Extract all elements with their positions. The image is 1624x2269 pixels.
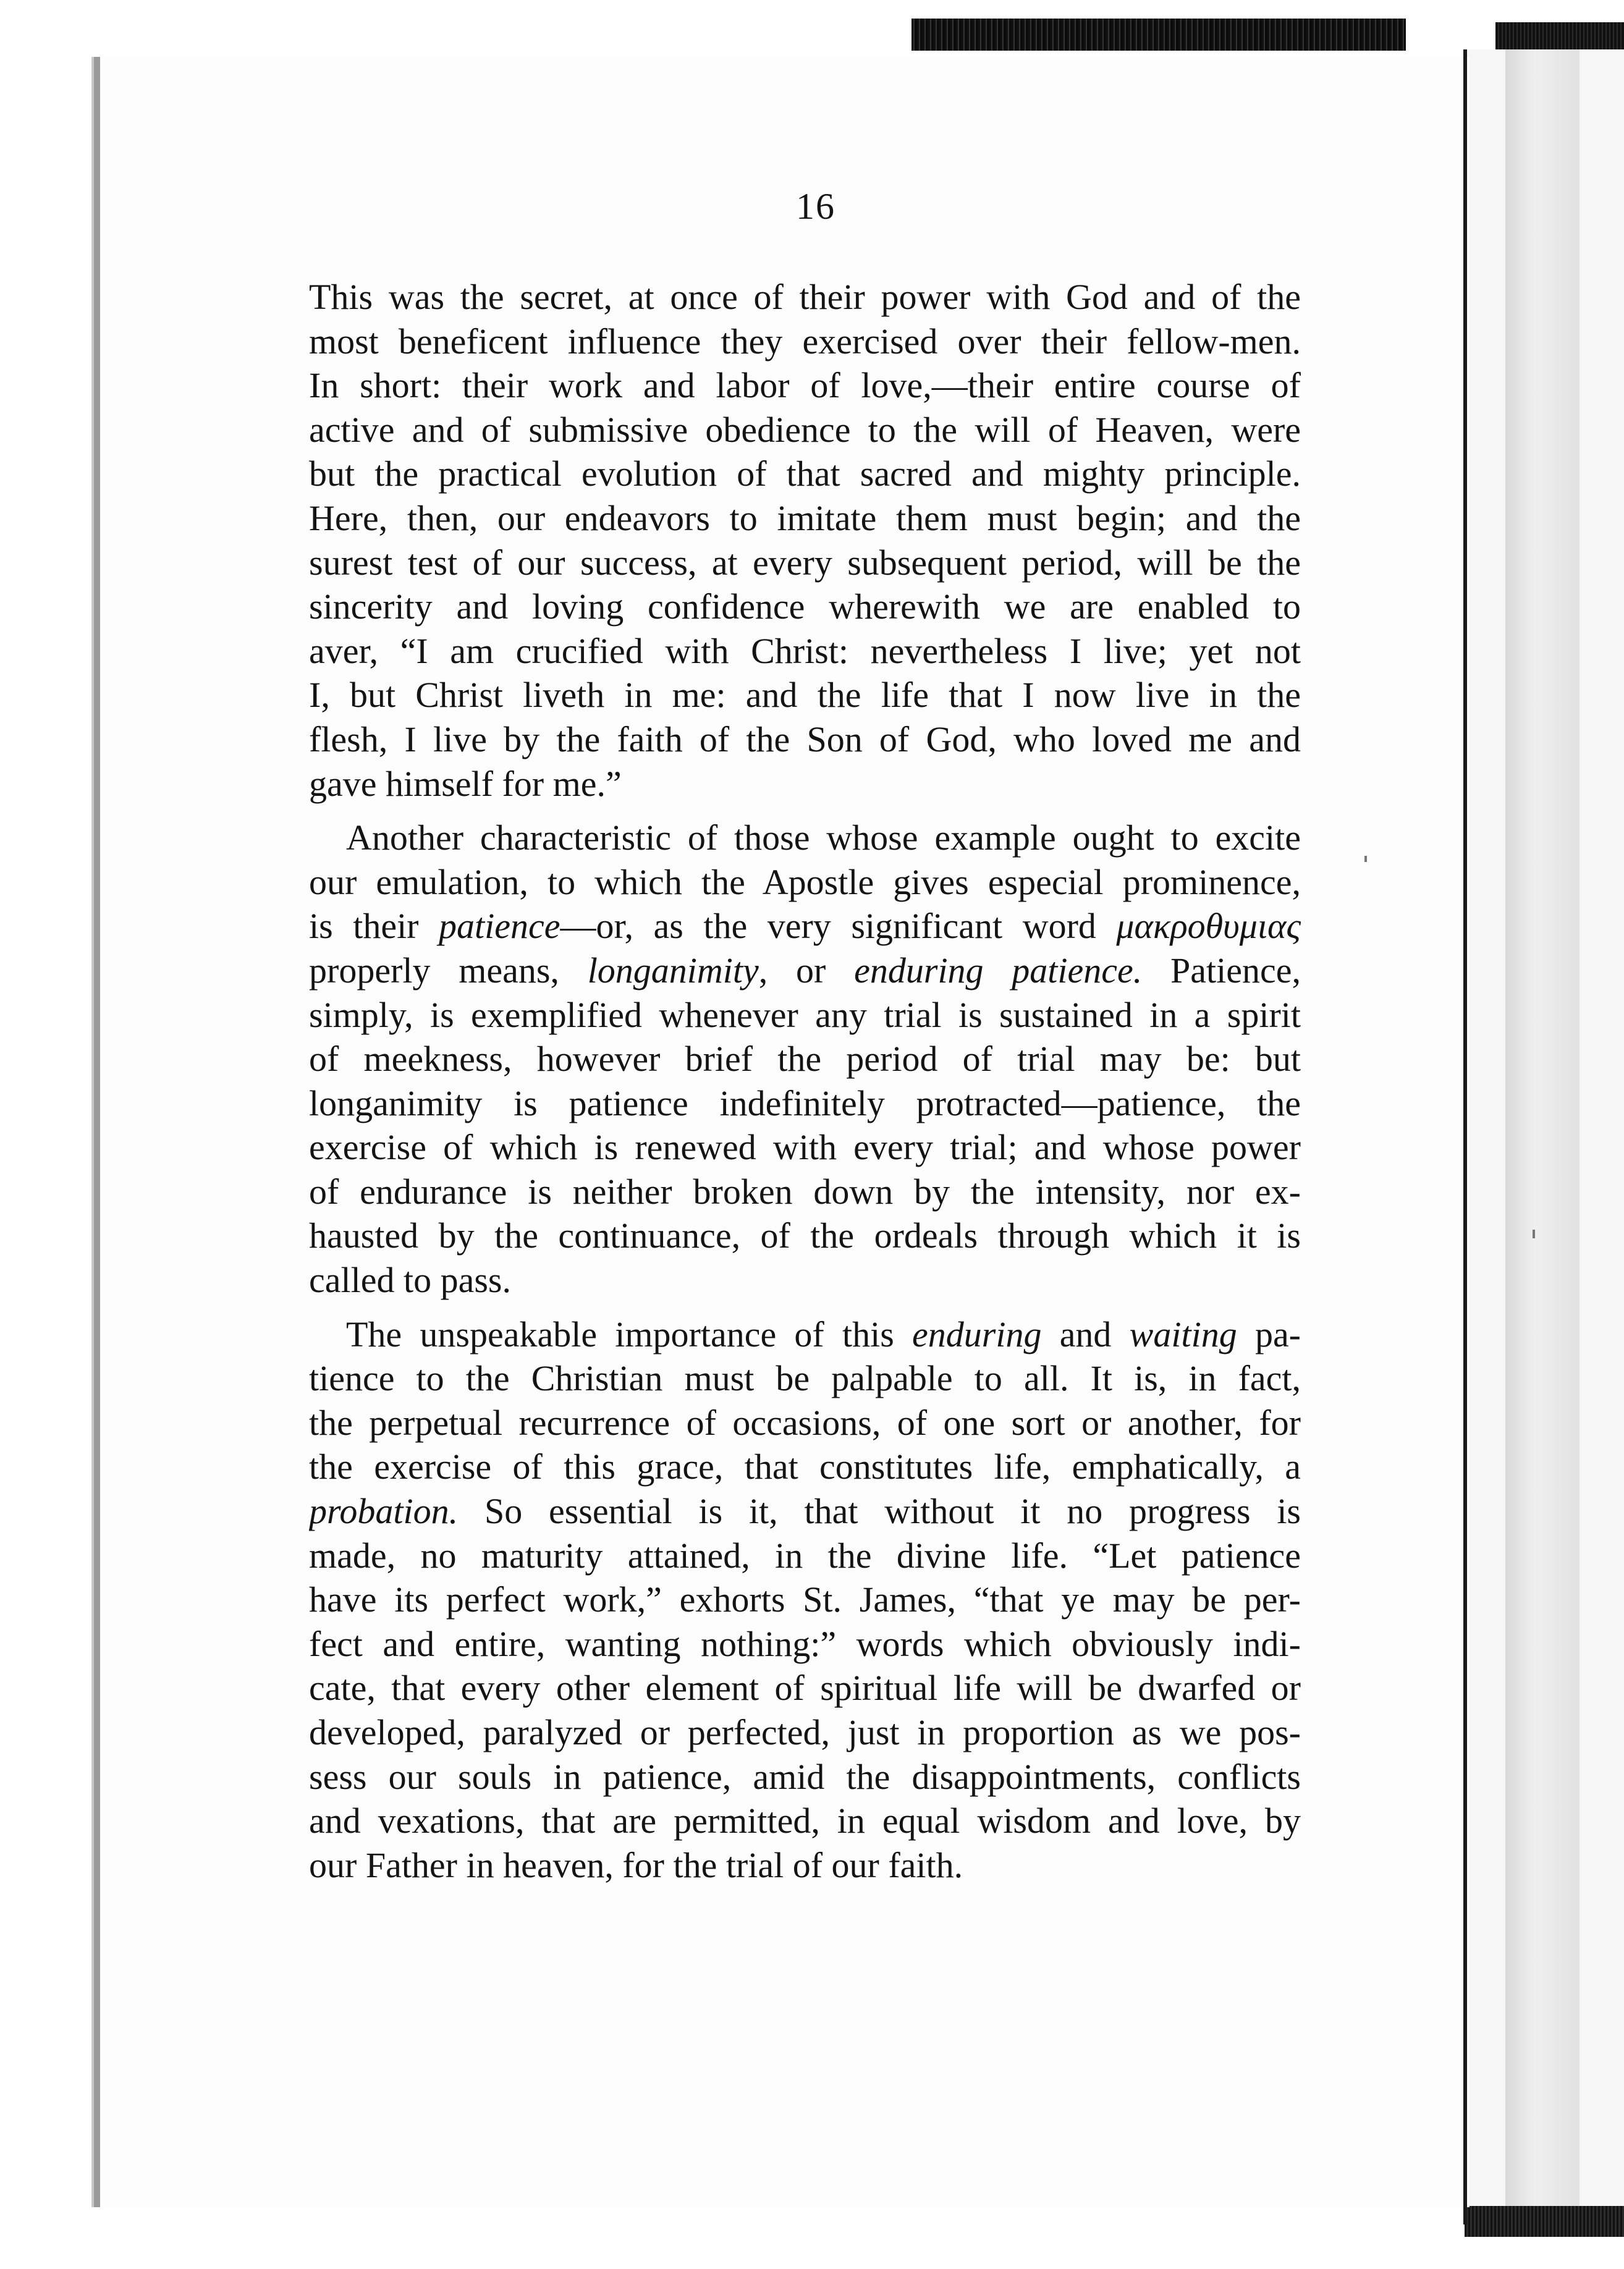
- text-line: [309, 1489, 1301, 1534]
- text-line: [309, 1214, 1301, 1258]
- text-line: [309, 496, 1301, 541]
- text-run: flesh, I live by the faith of the Son of God, who loved me and: [309, 719, 1301, 759]
- text-run: and: [1041, 1314, 1130, 1354]
- text-run: aver, “I am crucified with Christ: nevertheless I live; yet not: [309, 630, 1301, 671]
- page-gutter-line: [1463, 49, 1467, 2225]
- text-run: , or: [758, 950, 855, 991]
- text-run: sess our souls in patience, amid the disappointments, conflicts: [309, 1756, 1301, 1797]
- paragraph: [309, 1312, 1301, 1888]
- scan-speck: [1533, 1230, 1535, 1238]
- text-line: [309, 1445, 1301, 1489]
- text-run: In short: their work and labor of love,—their entire course of: [309, 365, 1301, 406]
- italic-text: longanimity: [587, 950, 759, 991]
- paragraph-gap: [309, 1303, 1301, 1312]
- text-line: [309, 408, 1301, 452]
- text-run: fect and entire, wanting nothing:” words which obviously indi-: [309, 1623, 1301, 1664]
- text-line: [309, 1081, 1301, 1126]
- text-line: [309, 629, 1301, 674]
- text-run: tience to the Christian must be palpable to all. It is, in fact,: [309, 1358, 1301, 1399]
- text-run: exercise of which is renewed with every trial; and whose power: [309, 1127, 1301, 1168]
- scan-edge-bottom-right: [1465, 2206, 1624, 2237]
- text-line: [309, 275, 1301, 319]
- text-run: This was the secret, at once of their power with God and of the: [309, 277, 1301, 317]
- text-line: [309, 673, 1301, 717]
- text-run: developed, paralyzed or perfected, just in proportion as we pos-: [309, 1712, 1301, 1752]
- text-line: [309, 1666, 1301, 1710]
- text-line: [309, 1710, 1301, 1755]
- text-run: longanimity is patience indefinitely protracted—patience, the: [309, 1083, 1301, 1123]
- text-run: and vexations, that are permitted, in equal wisdom and love, by: [309, 1801, 1301, 1841]
- text-line: [309, 541, 1301, 585]
- text-line: [309, 1401, 1301, 1445]
- paragraph: [309, 275, 1301, 806]
- text-run: our Father in heaven, for the trial of our faith.: [309, 1844, 963, 1885]
- text-run: called to pass.: [309, 1260, 511, 1301]
- text-line: [309, 1622, 1301, 1667]
- text-line: [309, 319, 1301, 364]
- text-run: the perpetual recurrence of occasions, of one sort or another, for: [309, 1402, 1301, 1443]
- text-run: I, but Christ liveth in me: and the life that I now live in the: [309, 675, 1301, 716]
- text-run: —or, as the very significant word: [560, 906, 1117, 947]
- text-run: of endurance is neither broken down by the intensity, nor ex-: [309, 1171, 1301, 1212]
- text-run: So essential is it, that without it no progress is: [458, 1491, 1301, 1532]
- scan-speck: [1364, 856, 1367, 862]
- text-line: [309, 452, 1301, 496]
- text-run: Here, then, our endeavors to imitate them must begin; and the: [309, 497, 1301, 538]
- text-line: [309, 585, 1301, 629]
- text-run: is their: [309, 906, 439, 947]
- italic-text: waiting: [1129, 1314, 1237, 1354]
- text-run: gave himself for me.”: [309, 763, 622, 804]
- text-run: Another characteristic of those whose example ought to excite: [346, 818, 1301, 858]
- italic-text: μακροθυμιας: [1116, 906, 1301, 947]
- text-line: [309, 993, 1301, 1037]
- text-line: [309, 1356, 1301, 1401]
- text-line: [309, 816, 1301, 860]
- text-run: made, no maturity attained, in the divine life. “Let patience: [309, 1535, 1301, 1576]
- text-line: [309, 717, 1301, 762]
- text-run: cate, that every other element of spiritual life will be dwarfed or: [309, 1668, 1301, 1709]
- text-line: [309, 1534, 1301, 1578]
- body-text: [309, 275, 1301, 1887]
- text-line: [309, 1258, 1301, 1303]
- page-number: 16: [796, 186, 835, 227]
- text-line: [309, 1578, 1301, 1622]
- text-line: [309, 1125, 1301, 1170]
- text-run: active and of submissive obedience to the will of Heaven, were: [309, 409, 1301, 450]
- italic-text: enduring patience.: [854, 950, 1143, 991]
- text-line: [309, 1799, 1301, 1843]
- text-line: [309, 949, 1301, 993]
- text-line: [309, 762, 1301, 806]
- text-run: pa-: [1237, 1314, 1301, 1354]
- text-run: of meekness, however brief the period of trial may be: but: [309, 1039, 1301, 1080]
- text-run: The unspeakable importance of this: [346, 1314, 913, 1354]
- italic-text: patience: [439, 906, 560, 947]
- text-line: [309, 1170, 1301, 1214]
- text-line: [309, 1843, 1301, 1888]
- text-run: properly means,: [309, 950, 588, 991]
- text-run: sincerity and loving confidence wherewith we are enabled to: [309, 586, 1301, 627]
- italic-text: probation.: [309, 1491, 459, 1532]
- text-run: have its perfect work,” exhorts St. James, “that ye may be per-: [309, 1579, 1301, 1620]
- scan-edge-top-right: [1495, 22, 1624, 49]
- italic-text: enduring: [912, 1314, 1042, 1354]
- text-line: [309, 1755, 1301, 1799]
- text-run: most beneficent influence they exercised over their fellow-men.: [309, 321, 1301, 361]
- text-line: [309, 1312, 1301, 1357]
- text-run: simply, is exemplified whenever any trial is sustained in a spirit: [309, 994, 1301, 1035]
- text-run: our emulation, to which the Apostle gives especial prominence,: [309, 861, 1301, 902]
- text-run: Patience,: [1142, 950, 1301, 991]
- text-run: but the practical evolution of that sacred and mighty principle.: [309, 454, 1301, 494]
- text-line: [309, 904, 1301, 949]
- text-line: [309, 363, 1301, 408]
- paragraph-gap: [309, 806, 1301, 816]
- paragraph: [309, 816, 1301, 1303]
- scan-edge-top: [911, 19, 1406, 51]
- text-line: [309, 860, 1301, 905]
- text-run: surest test of our success, at every subsequent period, will be the: [309, 542, 1301, 583]
- adjacent-page-spine: [1505, 49, 1580, 2225]
- text-line: [309, 1037, 1301, 1081]
- text-run: the exercise of this grace, that constitutes life, emphatically, a: [309, 1447, 1301, 1487]
- text-run: hausted by the continuance, of the ordeals through which it is: [309, 1215, 1301, 1256]
